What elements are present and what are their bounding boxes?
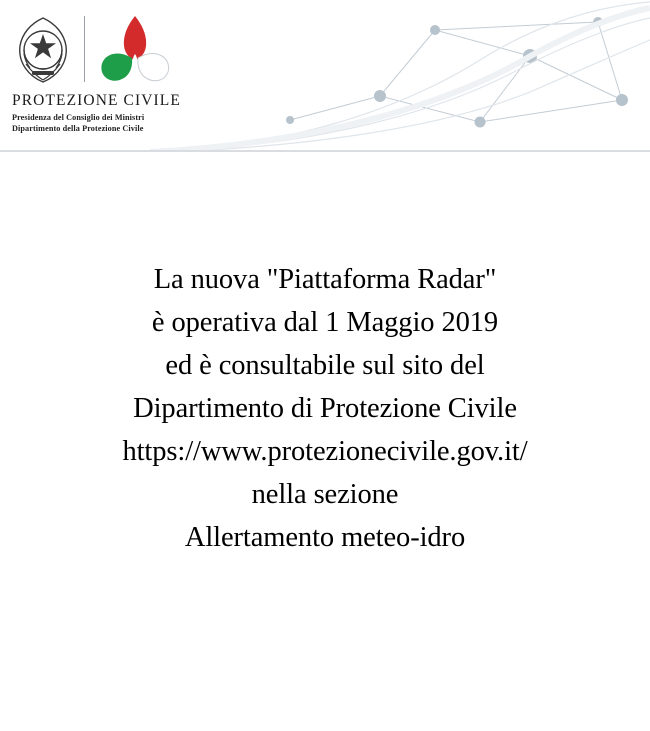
notice-line: Dipartimento di Protezione Civile bbox=[133, 393, 517, 424]
italian-republic-emblem-icon bbox=[12, 14, 74, 86]
notice-line: La nuova "Piattaforma Radar" bbox=[153, 264, 497, 295]
logo-title: PROTEZIONE CIVILE bbox=[12, 92, 181, 109]
footer-band bbox=[0, 695, 650, 731]
notice-message bbox=[0, 258, 650, 559]
notice-line: Allertamento meteo-idro bbox=[184, 522, 466, 553]
logo-block bbox=[12, 14, 242, 135]
logo-subtitle-line-2: Dipartimento della Protezione Civile bbox=[12, 123, 144, 133]
notice-line: nella sezione bbox=[251, 479, 399, 510]
notice-line: è operativa dal 1 Maggio 2019 bbox=[151, 307, 499, 338]
notice-link-url[interactable]: https://www.protezionecivile.gov.it/ bbox=[122, 436, 528, 467]
protezione-civile-trinacria-icon bbox=[99, 14, 171, 84]
notice-line: ed è consultabile sul sito del bbox=[165, 350, 485, 381]
network-nodes-graphic bbox=[230, 0, 650, 152]
logo-marks bbox=[12, 14, 242, 86]
site-header bbox=[0, 0, 650, 152]
logo-divider bbox=[84, 16, 85, 82]
header-divider bbox=[0, 150, 650, 152]
logo-subtitle-line-1: Presidenza del Consiglio dei Ministri bbox=[12, 113, 145, 122]
